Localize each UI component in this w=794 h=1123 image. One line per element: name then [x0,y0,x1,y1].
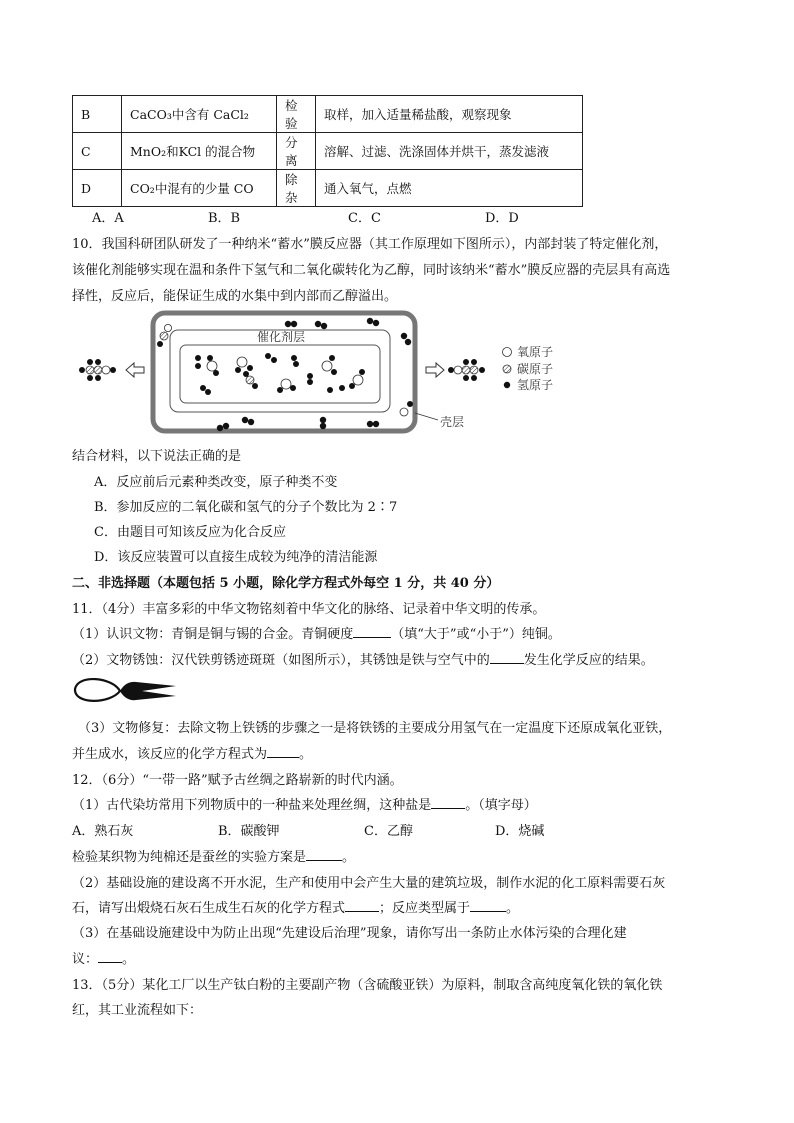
ethanol-molecule-right [448,359,485,381]
q10-stem: 结合材料，以下说法正确的是 [72,449,242,464]
q11-part1-text: （1）认识文物：青铜是铜与锡的合金。青铜硬度 [72,627,354,642]
answer-blank[interactable] [353,636,391,638]
answer-blank[interactable] [490,662,524,664]
q12-intro: 12．（6分）“一带一路”赋予古丝绸之路崭新的时代内涵。 [72,773,403,788]
section2-heading: 二、非选择题（本题包括 5 小题，除化学方程式外每空 1 分，共 40 分） [72,576,500,591]
q9-choice-a: A．A [92,211,124,226]
table-cell-method: 通入氧气，点燃 [316,170,583,207]
q10-option-c: C．由题目可知该反应为化合反应 [94,525,286,540]
q12-part3-line2 [72,948,135,967]
q10-option-d: D．该反应装置可以直接生成较为纯净的清洁能源 [94,550,378,565]
q12-part1 [72,794,537,813]
q12-part2-line1: （2）基础设施的建设离不开水泥，生产和使用中会产生大量的建筑垃圾，制作水泥的化工原料需要石灰 [72,876,666,891]
q9-choice-d: D．D [485,211,519,226]
q12-choice-d: D．烧碱 [495,824,545,839]
q12-part1-text: （1）古代染坊常用下列物质中的一种盐来处理丝绸，这种盐是 [72,798,432,813]
oxygen-atom-icon [503,348,512,357]
q9-choice-c: C．C [348,211,381,226]
answer-blank[interactable] [306,859,342,861]
q12-part2-end: 。 [506,901,520,916]
table-cell-substance: CaCO₃中含有 CaCl₂ [122,96,277,133]
q11-part3-text: 并生成水，该反应的化学方程式为 [72,747,268,762]
answer-blank[interactable] [431,807,465,809]
table-row [73,133,583,170]
arrow-left-icon [126,363,144,377]
table-cell-letter: D [73,170,122,207]
q13-text-line2: 红，其工业流程如下： [72,1003,203,1018]
answer-blank[interactable] [345,910,379,912]
q12-choice-a: A．熟石灰 [72,824,134,839]
q10-text-line2: 该催化剂能够实现在温和条件下氢气和二氧化碳转化为乙醇，同时该纳米“蓄水”膜反应器的壳层具有高选 [72,263,671,278]
q12-choice-b: B．碳酸钾 [218,824,280,839]
q12-part3-end: 。 [122,952,136,967]
q11-part2-text: （2）文物锈蚀：汉代铁剪锈迹斑斑（如图所示），其锈蚀是铁与空气中的 [72,653,490,668]
q10-option-b: B．参加反应的二氧化碳和氢气的分子个数比为 2∶7 [94,500,398,515]
reactor-diagram [70,308,610,438]
q12-check [72,846,355,865]
answer-blank[interactable] [470,910,506,912]
q12-part3-line1: （3）在基础设施建设中为防止出现“先建设后治理”现象，请你写出一条防止水体污染的合理化建 [72,926,627,941]
q13-text-line1: 13．（5分）某化工厂以生产钛白粉的主要副产物（含硫酸亚铁）为原料，制取含高纯度氧化铁的氧化铁 [72,978,663,993]
arrow-right-icon [426,363,444,377]
table-row [73,170,583,207]
q9-choice-b: B．B [208,211,241,226]
legend [503,345,554,392]
q11-part1 [72,623,561,642]
legend-oxygen: 氧原子 [517,345,554,359]
q12-part2-text: 石，请写出煅烧石灰石生成生石灰的化学方程式 [72,901,346,916]
table-cell-substance: MnO₂和KCl 的混合物 [122,133,277,170]
q12-part2-text-b: ；反应类型属于 [379,901,471,916]
q12-part1-text-b: 。（填字母） [465,798,537,813]
q11-part3-end: 。 [299,747,313,762]
q12-part2-line2 [72,897,519,916]
table-cell-method: 取样，加入适量稀盐酸，观察现象 [316,96,583,133]
q11-part3-line2 [72,743,312,762]
q10-text-line1: 10．我国科研团队研发了一种纳米“蓄水”膜反应器（其工作原理如下图所示），内部封装了特定催化剂， [72,237,668,252]
q12-choice-c: C．乙醇 [364,824,413,839]
legend-hydrogen: 氢原子 [517,378,554,392]
q11-part3-line1: （3）文物修复：去除文物上铁锈的步骤之一是将铁锈的主要成分用氢气在一定温度下还原成氧化亚铁， [78,721,672,736]
answer-blank[interactable] [267,756,299,758]
options-table [72,95,583,207]
table-cell-purpose: 除杂 [277,170,316,207]
catalyst-label: 催化剂层 [257,330,306,344]
inner-layer [180,345,380,403]
q12-check-text: 检验某织物为纯棉还是蚕丝的实验方案是 [72,850,307,865]
answer-blank[interactable] [98,961,122,963]
q11-part2 [72,649,654,668]
table-row [73,96,583,133]
q12-check-end: 。 [342,850,356,865]
q11-intro: 11．（4分）丰富多彩的中华文物铭刻着中华文化的脉络、记录着中华文明的传承。 [72,602,546,617]
q11-part2-text-b: 发生化学反应的结果。 [523,653,654,668]
ethanol-molecule-left [79,359,116,381]
carbon-atom-icon [503,365,511,373]
table-cell-method: 溶解、过滤、洗涤固体并烘干，蒸发滤液 [316,133,583,170]
q12-part3-text: 议： [72,952,99,967]
table-cell-purpose: 检验 [277,96,316,133]
shell-label: 壳层 [440,415,465,429]
legend-carbon: 碳原子 [517,362,554,376]
hydrogen-atom-icon [504,382,510,388]
q10-option-a: A．反应前后元素种类改变，原子种类不变 [94,475,338,490]
table-cell-purpose: 分离 [277,133,316,170]
table-cell-letter: B [73,96,122,133]
q11-part1-text-b: （填“大于”或“小于”）纯铜。 [391,627,561,642]
table-cell-letter: C [73,133,122,170]
table-cell-substance: CO₂中混有的少量 CO [122,170,277,207]
q10-text-line3: 择性，反应后，能保证生成的水集中到内部而乙醇溢出。 [72,289,398,304]
iron-scissors-image [72,672,182,710]
